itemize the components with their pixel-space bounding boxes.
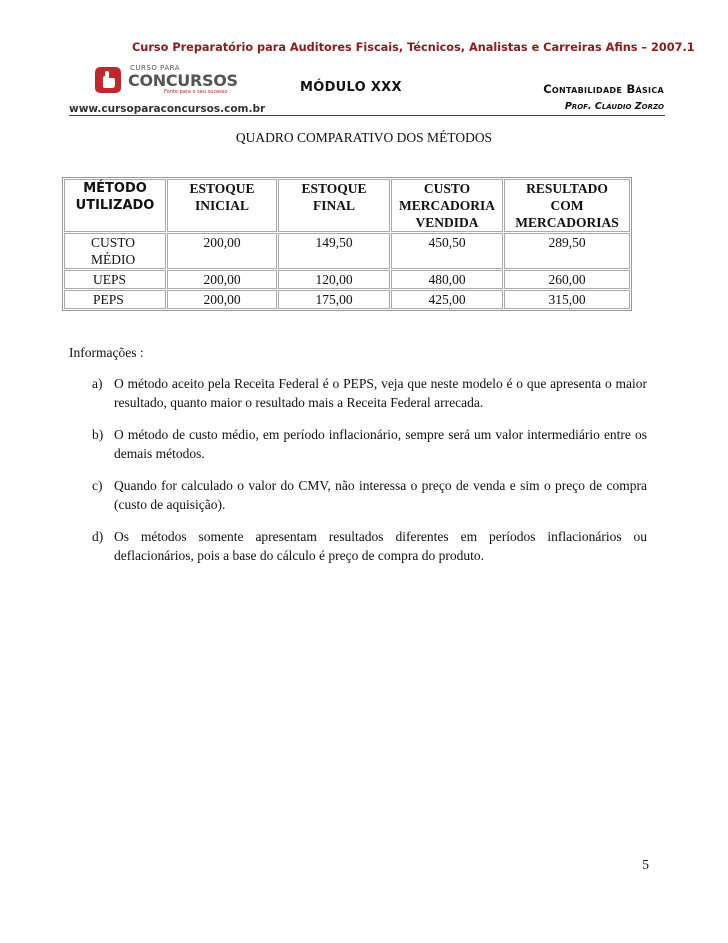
list-item [92, 374, 647, 412]
list-item [92, 425, 647, 463]
result-cell: 260,00 [504, 270, 630, 289]
logo-small-text: CURSO PARA [130, 64, 180, 72]
header-resultado: RESULTADO COM MERCADORIAS [504, 179, 630, 232]
result-cell: 289,50 [504, 233, 630, 269]
cmv-cell: 425,00 [391, 290, 503, 309]
table-row [64, 290, 630, 309]
header-estoque-inicial: ESTOQUE INICIAL [167, 179, 277, 232]
page-number: 5 [642, 857, 649, 872]
final-stock-cell: 120,00 [278, 270, 390, 289]
subject-title: Contabilidade Básica [543, 82, 664, 96]
result-cell: 315,00 [504, 290, 630, 309]
logo-main-text: CONCURSOS [128, 71, 238, 90]
list-item-text: Os métodos somente apresentam resultados diferentes em períodos inflacionários ou deflacionários, pois a base do cálculo é preço de compra do produto. [114, 529, 647, 563]
logo-tagline: Fonte para o seu sucesso [164, 89, 228, 95]
method-cell: UEPS [64, 270, 166, 289]
initial-stock-cell: 200,00 [167, 270, 277, 289]
list-item-text: O método de custo médio, em período inflacionário, sempre será um valor intermediário entre os demais métodos. [114, 427, 647, 461]
module-title: MÓDULO XXX [300, 80, 402, 95]
logo-hand-icon [94, 66, 122, 94]
table-title: QUADRO COMPARATIVO DOS MÉTODOS [235, 130, 493, 145]
method-cell: PEPS [64, 290, 166, 309]
list-item-text: Quando for calculado o valor do CMV, não interessa o preço de venda e sim o preço de compra (custo de aquisição). [114, 478, 647, 512]
header-metodo: MÉTODO UTILIZADO [64, 179, 166, 232]
course-title: Curso Preparatório para Auditores Fiscais, Técnicos, Analistas e Carreiras Afins – 2007.1 [132, 41, 695, 54]
cmv-cell: 480,00 [391, 270, 503, 289]
table-header-row [64, 179, 630, 232]
initial-stock-cell: 200,00 [167, 233, 277, 269]
list-item-text: O método aceito pela Receita Federal é o PEPS, veja que neste modelo é o que apresenta o maior resultado, quanto maior o resultado mais a Receita Federal arrecada. [114, 376, 647, 410]
course-logo [94, 64, 238, 96]
list-marker: c) [92, 478, 103, 493]
website-url: www.cursoparaconcursos.com.br [69, 103, 266, 115]
list-marker: b) [92, 427, 104, 442]
final-stock-cell: 149,50 [278, 233, 390, 269]
initial-stock-cell: 200,00 [167, 290, 277, 309]
professor-name: Prof. Cláudio Zorzo [564, 101, 664, 112]
comparison-table [62, 177, 632, 311]
cmv-cell: 450,50 [391, 233, 503, 269]
header-custo-mercadoria: CUSTO MERCADORIA VENDIDA [391, 179, 503, 232]
info-label: Informações : [69, 345, 144, 360]
list-marker: a) [92, 376, 103, 391]
header-divider [69, 115, 665, 116]
table-row [64, 270, 630, 289]
method-cell: CUSTO MÉDIO [64, 233, 166, 269]
list-marker: d) [92, 529, 104, 544]
final-stock-cell: 175,00 [278, 290, 390, 309]
header-estoque-final: ESTOQUE FINAL [278, 179, 390, 232]
list-item [92, 527, 647, 565]
table-row [64, 233, 630, 269]
info-list [92, 374, 647, 578]
list-item [92, 476, 647, 514]
